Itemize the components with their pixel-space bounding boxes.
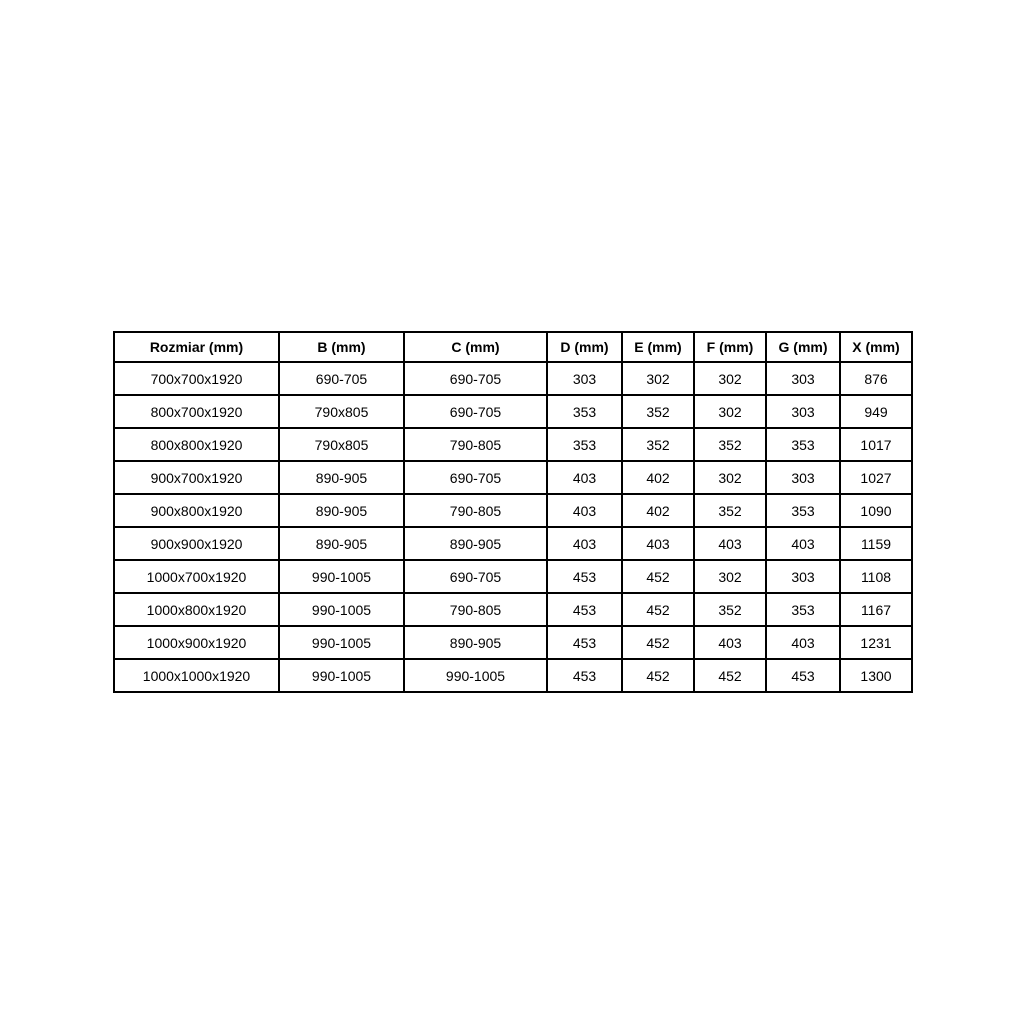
table-row [114,659,912,692]
table-cell: 690-705 [279,362,404,395]
table-cell: 949 [840,395,912,428]
table-row [114,560,912,593]
column-header-e: E (mm) [622,332,694,362]
table-cell: 353 [766,593,840,626]
table-cell: 1000x900x1920 [114,626,279,659]
column-header-rozmiar: Rozmiar (mm) [114,332,279,362]
column-header-f: F (mm) [694,332,766,362]
column-header-x: X (mm) [840,332,912,362]
table-cell: 1027 [840,461,912,494]
table-cell: 352 [694,494,766,527]
table-cell: 990-1005 [279,560,404,593]
table-row [114,593,912,626]
table-cell: 302 [694,362,766,395]
table-cell: 303 [766,395,840,428]
table-cell: 900x800x1920 [114,494,279,527]
table-cell: 453 [547,593,622,626]
table-cell: 403 [547,461,622,494]
table-cell: 790x805 [279,395,404,428]
table-cell: 403 [766,626,840,659]
table-cell: 1300 [840,659,912,692]
table-cell: 352 [622,428,694,461]
table-cell: 453 [547,560,622,593]
column-header-g: G (mm) [766,332,840,362]
table-cell: 452 [622,593,694,626]
table-cell: 402 [622,494,694,527]
table-cell: 352 [694,593,766,626]
table-cell: 403 [694,527,766,560]
table-cell: 890-905 [404,626,547,659]
header-row [114,332,912,362]
table-cell: 1159 [840,527,912,560]
table-cell: 900x900x1920 [114,527,279,560]
column-header-b: B (mm) [279,332,404,362]
table-cell: 403 [547,527,622,560]
table-cell: 700x700x1920 [114,362,279,395]
column-header-c: C (mm) [404,332,547,362]
table-cell: 402 [622,461,694,494]
table-cell: 353 [766,494,840,527]
table-cell: 353 [547,395,622,428]
table-cell: 452 [694,659,766,692]
table-cell: 1000x700x1920 [114,560,279,593]
table-cell: 1108 [840,560,912,593]
table-cell: 352 [622,395,694,428]
table-cell: 302 [694,461,766,494]
table-cell: 1167 [840,593,912,626]
table-cell: 790-805 [404,593,547,626]
table-cell: 690-705 [404,461,547,494]
table-cell: 876 [840,362,912,395]
table-cell: 890-905 [279,527,404,560]
table-cell: 1231 [840,626,912,659]
table-body [114,362,912,692]
table-cell: 790-805 [404,494,547,527]
table-cell: 303 [766,560,840,593]
table-cell: 900x700x1920 [114,461,279,494]
table-cell: 1017 [840,428,912,461]
table-cell: 1000x800x1920 [114,593,279,626]
table-cell: 990-1005 [279,626,404,659]
dimensions-table [113,331,913,693]
table-cell: 452 [622,659,694,692]
table-cell: 303 [547,362,622,395]
table-cell: 403 [622,527,694,560]
table-cell: 403 [766,527,840,560]
table-cell: 800x700x1920 [114,395,279,428]
table-cell: 352 [694,428,766,461]
table-cell: 890-905 [279,494,404,527]
table-cell: 452 [622,626,694,659]
table-cell: 1000x1000x1920 [114,659,279,692]
table-row [114,395,912,428]
table-row [114,362,912,395]
table-cell: 403 [547,494,622,527]
table-row [114,494,912,527]
table-cell: 453 [766,659,840,692]
table-row [114,461,912,494]
table-cell: 453 [547,626,622,659]
table-cell: 303 [766,461,840,494]
table-cell: 990-1005 [279,593,404,626]
table-cell: 353 [766,428,840,461]
table-cell: 890-905 [279,461,404,494]
table-cell: 403 [694,626,766,659]
table-row [114,428,912,461]
table-cell: 790-805 [404,428,547,461]
table-cell: 790x805 [279,428,404,461]
table-cell: 453 [547,659,622,692]
column-header-d: D (mm) [547,332,622,362]
table-cell: 302 [694,560,766,593]
table-cell: 353 [547,428,622,461]
table-cell: 690-705 [404,362,547,395]
table-row [114,527,912,560]
table-cell: 690-705 [404,560,547,593]
table-cell: 690-705 [404,395,547,428]
table-row [114,626,912,659]
table-cell: 890-905 [404,527,547,560]
table-cell: 1090 [840,494,912,527]
table-cell: 302 [694,395,766,428]
table-cell: 990-1005 [404,659,547,692]
table-cell: 800x800x1920 [114,428,279,461]
table-cell: 303 [766,362,840,395]
table-cell: 990-1005 [279,659,404,692]
table-cell: 302 [622,362,694,395]
table-cell: 452 [622,560,694,593]
